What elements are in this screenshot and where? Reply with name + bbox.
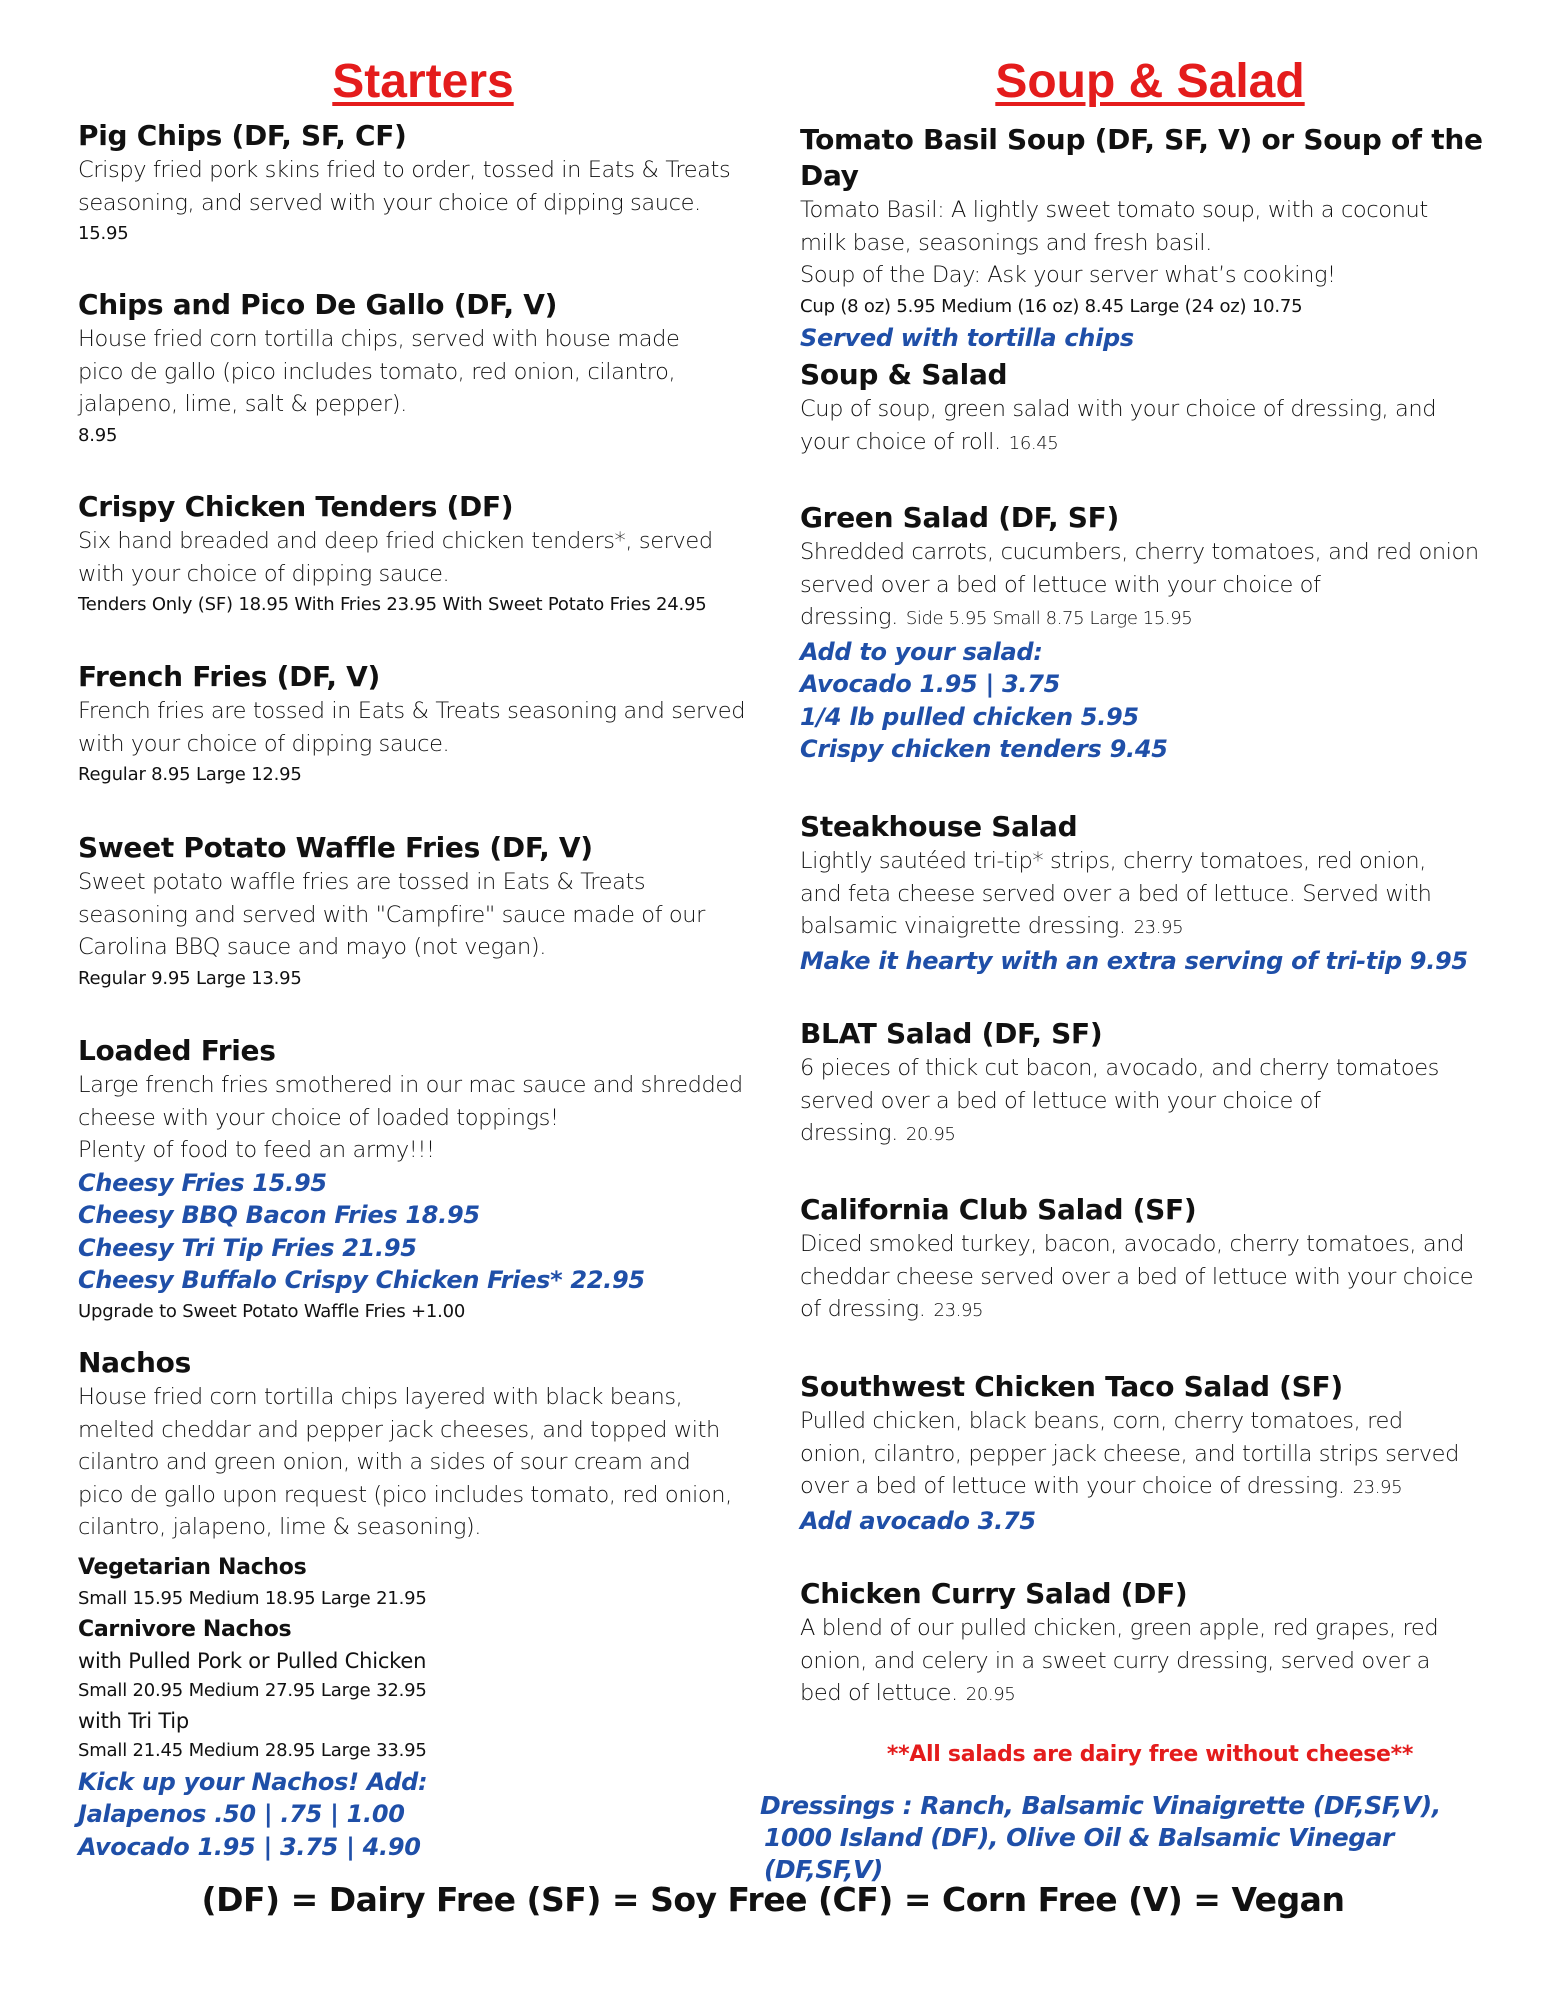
menu-item-pig-chips — [78, 118, 730, 249]
menu-item-green-salad — [800, 500, 1479, 766]
soup-salad-column — [760, 0, 1500, 1884]
item-price: 23.95 — [1352, 1477, 1403, 1498]
carnivore-nachos-name: Carnivore Nachos — [78, 1616, 292, 1642]
soup-salad-title: Soup & Salad — [995, 55, 1305, 108]
item-desc: Sweet potato waffle fries are tossed in Eats & Treats — [78, 869, 646, 895]
item-desc-text: dressing. — [800, 1120, 898, 1146]
loaded-fries-option: Cheesy Buffalo Crispy Chicken Fries* 22.95 — [78, 1266, 645, 1294]
item-price: Side 5.95 Small 8.75 Large 15.95 — [905, 608, 1193, 629]
item-desc: 6 pieces of thick cut bacon, avocado, and cherry tomatoes — [800, 1055, 1439, 1081]
item-price: Tenders Only (SF) 18.95 With Fries 23.95 With Sweet Potato Fries 24.95 — [78, 594, 707, 615]
item-desc: cheddar cheese served over a bed of lettuce with your choice — [800, 1263, 1474, 1290]
item-desc: and feta cheese served over a bed of lettuce. Served with — [800, 880, 1432, 907]
item-desc-text: balsamic vinaigrette dressing. — [800, 913, 1126, 939]
loaded-fries-upgrade: Upgrade to Sweet Potato Waffle Fries +1.00 — [78, 1300, 466, 1322]
menu-item-chicken-tenders — [78, 489, 713, 620]
item-name: Chips and Pico De Gallo (DF, V) — [78, 288, 558, 321]
item-name: Nachos — [78, 1346, 191, 1379]
loaded-fries-option: Cheesy BBQ Bacon Fries 18.95 — [78, 1201, 480, 1229]
item-price: Regular 8.95 Large 12.95 — [78, 764, 302, 785]
item-desc: Soup of the Day: Ask your server what’s cooking! — [800, 262, 1336, 288]
item-name: Southwest Chicken Taco Salad (SF) — [800, 1370, 1343, 1403]
item-desc: Lightly sautéed tri-tip* strips, cherry tomatoes, red onion, — [800, 848, 1427, 874]
item-desc: Carolina BBQ sauce and mayo (not vegan). — [78, 934, 547, 960]
item-desc: House fried corn tortilla chips, served with house made — [78, 326, 680, 352]
carnivore-option: with Tri Tip — [78, 1708, 190, 1733]
item-price: 15.95 — [78, 223, 129, 244]
item-desc-text: over a bed of lettuce with your choice of dressing. — [800, 1473, 1345, 1499]
item-desc: melted cheddar and pepper jack cheeses, and topped with — [78, 1416, 720, 1443]
item-desc: pico de gallo (pico includes tomato, red onion, cilantro, — [78, 358, 676, 385]
dressings-line: Dressings : Ranch, Balsamic Vinaigrette (DF,SF,V), — [760, 1791, 1441, 1820]
item-desc: seasoning and served with "Campfire" sauce made of our — [78, 901, 706, 928]
nacho-addon: Avocado 1.95 | 3.75 | 4.90 — [78, 1832, 421, 1861]
carnivore-price: Small 20.95 Medium 27.95 Large 32.95 — [78, 1679, 427, 1701]
vegetarian-nachos-name: Vegetarian Nachos — [78, 1554, 307, 1580]
salad-addon: Add to your salad: — [800, 637, 1043, 666]
item-desc: jalapeno, lime, salt & pepper). — [78, 391, 407, 417]
menu-item-chips-pico — [78, 287, 679, 451]
dressings-list — [760, 1790, 1500, 1886]
item-desc-last — [800, 910, 1468, 945]
menu-item-tomato-soup — [800, 122, 1500, 354]
item-price: 20.95 — [965, 1684, 1016, 1705]
item-price: Regular 9.95 Large 13.95 — [78, 967, 302, 989]
item-desc: House fried corn tortilla chips layered with black beans, — [78, 1384, 683, 1410]
dietary-legend: (DF) = Dairy Free (SF) = Soy Free (CF) = Corn Free (V) = Vegan — [201, 1880, 1345, 1919]
nacho-addon: Kick up your Nachos! Add: — [78, 1767, 428, 1796]
item-desc: French fries are tossed in Eats & Treats seasoning and served — [78, 698, 746, 724]
item-desc-text: bed of lettuce. — [800, 1680, 958, 1706]
item-name: Sweet Potato Waffle Fries (DF, V) — [78, 831, 593, 864]
loaded-fries-option: Cheesy Fries 15.95 — [78, 1168, 327, 1197]
item-desc: Large french fries smothered in our mac sauce and shredded — [78, 1072, 743, 1098]
menu-item-chicken-curry-salad — [800, 1576, 1438, 1712]
menu-item-california-club-salad — [800, 1192, 1473, 1328]
item-desc: served over a bed of lettuce with your choice of — [800, 1087, 1321, 1114]
dairy-free-note: **All salads are dairy free without cheese** — [886, 1742, 1414, 1767]
item-note: Served with tortilla chips — [800, 323, 1134, 352]
vegetarian-nachos-price: Small 15.95 Medium 18.95 Large 21.95 — [78, 1587, 427, 1609]
salad-addon: Crispy chicken tenders 9.45 — [800, 735, 1168, 763]
item-desc: cilantro, jalapeno, lime & seasoning). — [78, 1514, 482, 1540]
item-note: Make it hearty with an extra serving of tri-tip 9.95 — [800, 946, 1468, 975]
item-desc: milk base, seasonings and fresh basil. — [800, 229, 1212, 256]
menu-item-blat-salad — [800, 1016, 1439, 1152]
item-desc: with your choice of dipping sauce. — [78, 730, 450, 757]
item-desc-last — [800, 601, 1479, 636]
item-desc: cheese with your choice of loaded toppings! — [78, 1104, 559, 1131]
item-desc-last — [800, 1470, 1459, 1505]
item-name: California Club Salad (SF) — [800, 1193, 1197, 1226]
item-desc: Pulled chicken, black beans, corn, cherry tomatoes, red — [800, 1408, 1403, 1434]
item-desc: Shredded carrots, cucumbers, cherry tomatoes, and red onion — [800, 539, 1479, 565]
item-name: French Fries (DF, V) — [78, 660, 381, 693]
salad-addon: Avocado 1.95 | 3.75 — [800, 670, 1061, 698]
menu-item-loaded-fries — [78, 1033, 743, 1327]
item-desc: pico de gallo upon request (pico includes tomato, red onion, — [78, 1481, 732, 1508]
item-desc: Plenty of food to feed an army!!! — [78, 1137, 435, 1163]
item-name: Crispy Chicken Tenders (DF) — [78, 490, 514, 523]
menu-item-sweet-potato-fries — [78, 830, 705, 994]
item-desc-last — [800, 1117, 1439, 1152]
dressings-line: 1000 Island (DF), Olive Oil & Balsamic Vinegar (DF,SF,V) — [764, 1823, 1394, 1884]
loaded-fries-option: Cheesy Tri Tip Fries 21.95 — [78, 1233, 417, 1262]
item-desc: Six hand breaded and deep fried chicken tenders*, served — [78, 528, 713, 554]
menu-item-french-fries — [78, 659, 745, 790]
item-desc-text: dressing. — [800, 604, 898, 630]
item-desc-last — [800, 1293, 1473, 1328]
item-desc: onion, and celery in a sweet curry dressing, served over a — [800, 1647, 1431, 1674]
item-price: 23.95 — [933, 1300, 984, 1321]
menu-item-southwest-salad — [800, 1369, 1459, 1537]
item-desc: cilantro and green onion, with a sides of sour cream and — [78, 1449, 691, 1475]
item-name: Pig Chips (DF, SF, CF) — [78, 119, 407, 152]
menu-item-steakhouse-salad — [800, 809, 1468, 977]
menu-item-soup-and-salad — [800, 357, 1436, 460]
item-desc-last — [800, 426, 1436, 461]
item-name: Loaded Fries — [78, 1034, 276, 1067]
carnivore-option: with Pulled Pork or Pulled Chicken — [78, 1648, 427, 1673]
item-desc: with your choice of dipping sauce. — [78, 560, 450, 587]
nacho-addon: Jalapenos .50 | .75 | 1.00 — [78, 1800, 405, 1828]
item-desc: seasoning, and served with your choice of dipping sauce. — [78, 189, 701, 216]
item-price: 23.95 — [1133, 917, 1184, 938]
item-desc: Crispy fried pork skins fried to order, tossed in Eats & Treats — [78, 157, 731, 183]
salad-addon: 1/4 lb pulled chicken 5.95 — [800, 702, 1139, 731]
item-price: 20.95 — [905, 1124, 956, 1145]
carnivore-price: Small 21.45 Medium 28.95 Large 33.95 — [78, 1739, 427, 1761]
item-desc: Tomato Basil: A lightly sweet tomato soup, with a coconut — [800, 197, 1428, 223]
item-note: Add avocado 3.75 — [800, 1506, 1036, 1535]
item-desc-last — [800, 1677, 1438, 1712]
item-desc-text: of dressing. — [800, 1296, 926, 1322]
item-desc: A blend of our pulled chicken, green apple, red grapes, red — [800, 1615, 1439, 1641]
item-desc-text: your choice of roll. — [800, 428, 1001, 455]
item-price: Cup (8 oz) 5.95 Medium (16 oz) 8.45 Large (24 oz) 10.75 — [800, 295, 1303, 317]
menu-item-nachos — [78, 1345, 732, 1863]
starters-column — [78, 0, 768, 1861]
item-desc: served over a bed of lettuce with your choice of — [800, 571, 1321, 598]
item-desc: onion, cilantro, pepper jack cheese, and tortilla strips served — [800, 1440, 1459, 1467]
item-desc: Cup of soup, green salad with your choice of dressing, and — [800, 396, 1437, 422]
starters-title: Starters — [332, 55, 514, 108]
item-desc: Diced smoked turkey, bacon, avocado, cherry tomatoes, and — [800, 1231, 1465, 1257]
item-name: Chicken Curry Salad (DF) — [800, 1577, 1188, 1610]
item-name: Green Salad (DF, SF) — [800, 501, 1119, 534]
item-name: Tomato Basil Soup (DF, SF, V) or Soup of the Day — [800, 123, 1483, 192]
item-name: Soup & Salad — [800, 358, 1008, 391]
item-price: 16.45 — [1008, 432, 1059, 454]
item-price: 8.95 — [78, 424, 118, 446]
item-name: Steakhouse Salad — [800, 810, 1078, 843]
item-name: BLAT Salad (DF, SF) — [800, 1017, 1103, 1050]
